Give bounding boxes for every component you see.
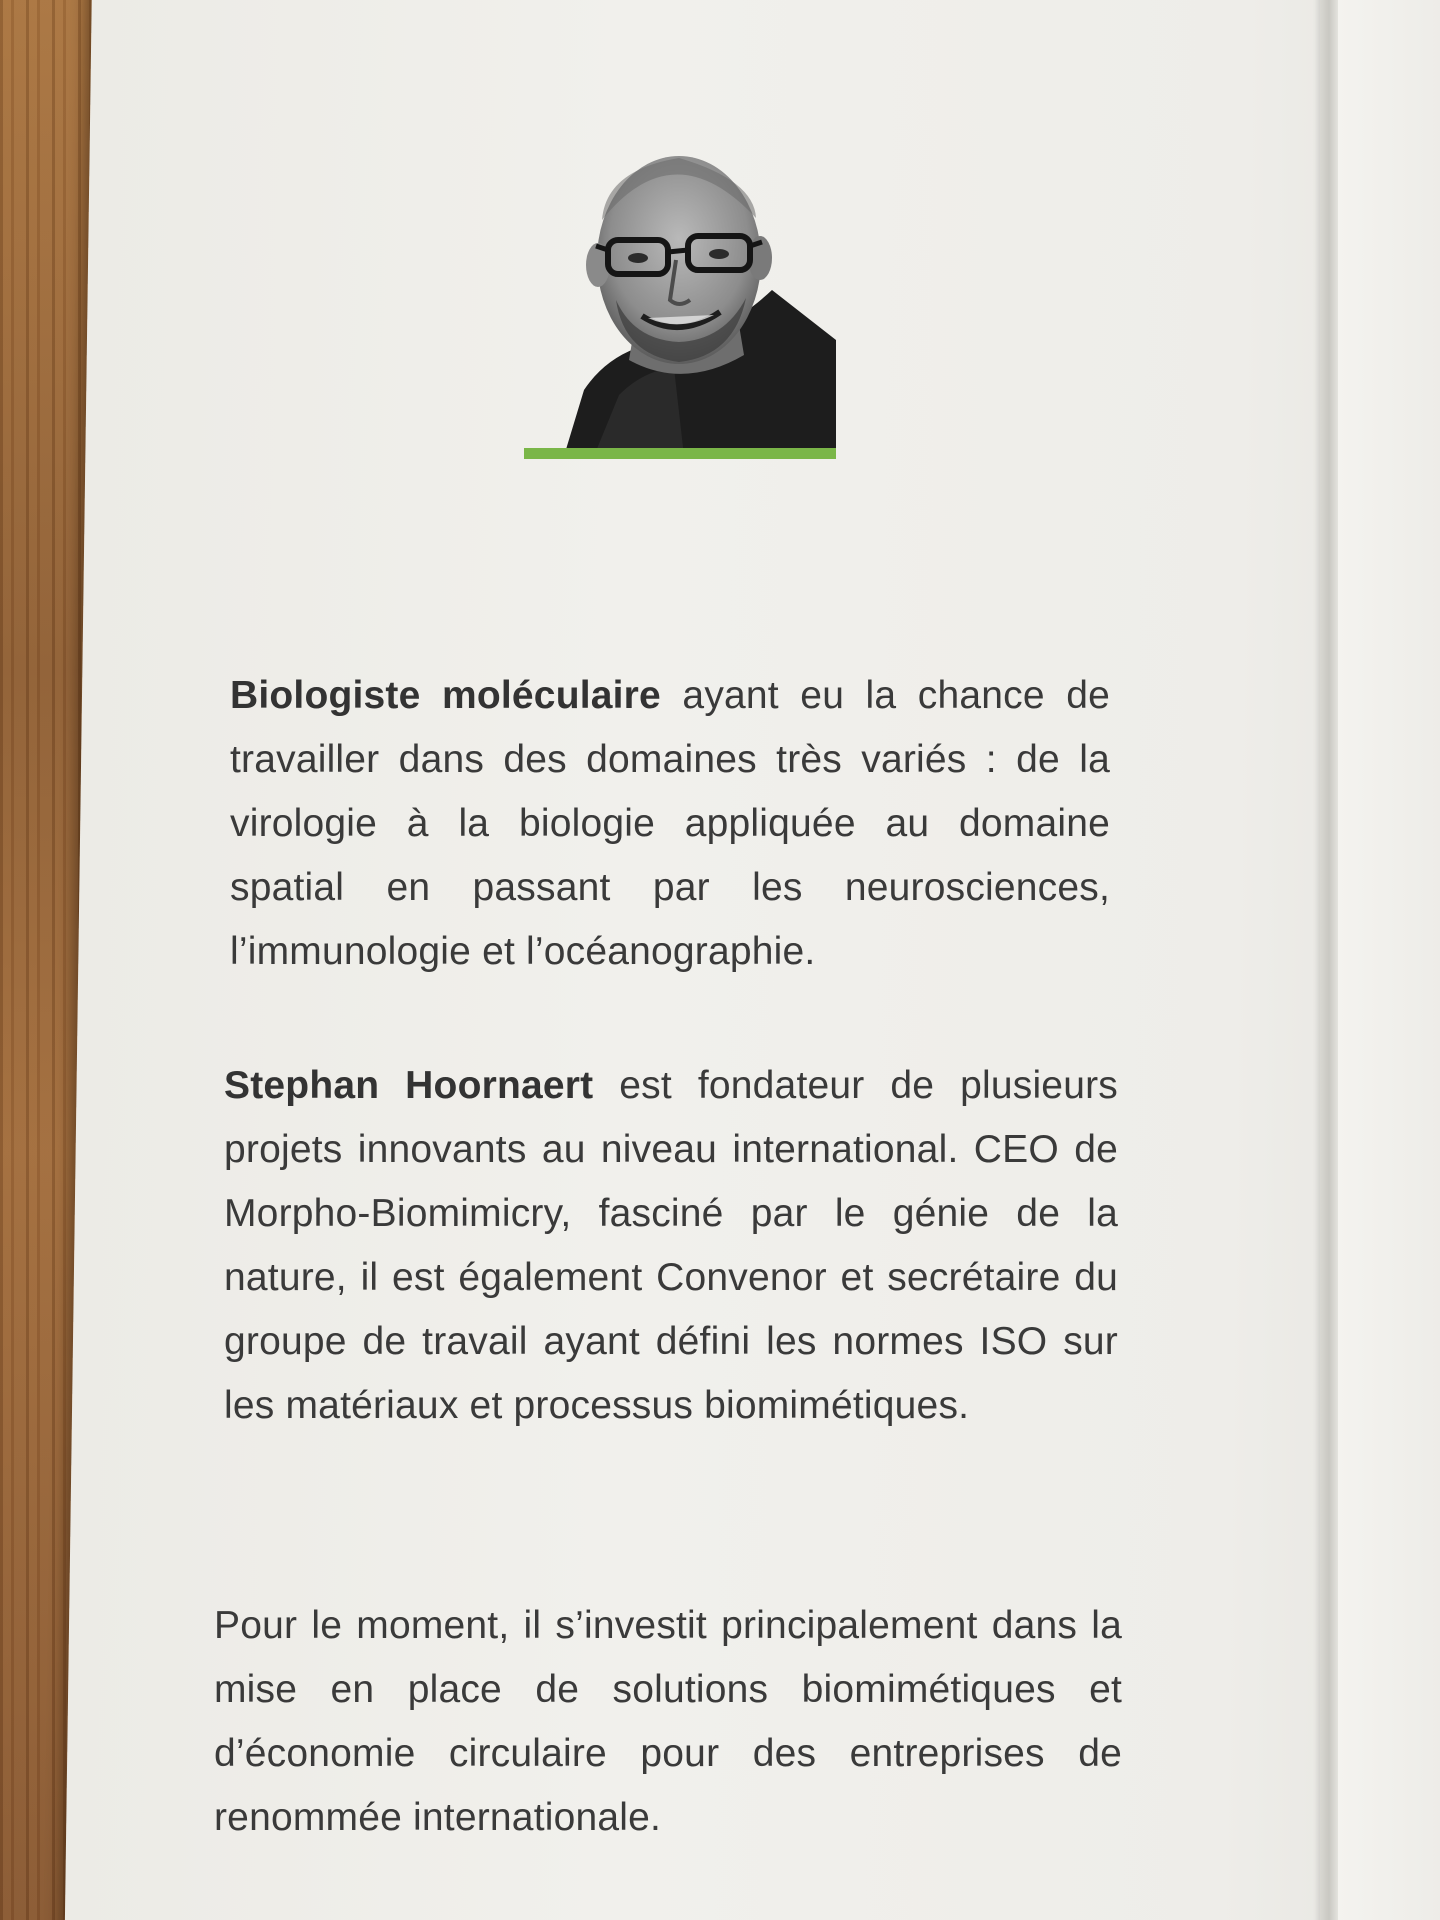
bio-paragraph-1 [230, 664, 1110, 984]
author-name: Stephan Hoornaert [224, 1064, 594, 1107]
portrait-accent-bar [524, 448, 836, 459]
paragraph-3-text: Pour le moment, il s’investit principalement dans la mise en place de solutions biomimétiques et d’économie circulaire pour des entreprises de renommée internationale. [214, 1604, 1122, 1839]
bio-paragraph-2 [224, 1054, 1118, 1438]
paper-next-page [1338, 0, 1440, 1920]
author-portrait [524, 140, 836, 456]
paragraph-1-text: ayant eu la chance de travailler dans des domaines très variés : de la virologie à la biologie appliquée au domaine spatial en passant par les neurosciences, l’immunologie et l’océanographie. [230, 674, 1110, 973]
paragraph-2-text: est fondateur de plusieurs projets innovants au niveau international. CEO de Morpho-Biomimicry, fasciné par le génie de la nature, il est également Convenor et secrétaire du groupe de travail ayant défini les normes ISO sur les matériaux et processus biomimétiques. [224, 1064, 1118, 1427]
portrait-illustration [524, 140, 836, 456]
bio-paragraph-3 [214, 1594, 1122, 1850]
paragraph-1-bold: Biologiste moléculaire [230, 674, 661, 717]
paper-fold [1320, 0, 1338, 1920]
